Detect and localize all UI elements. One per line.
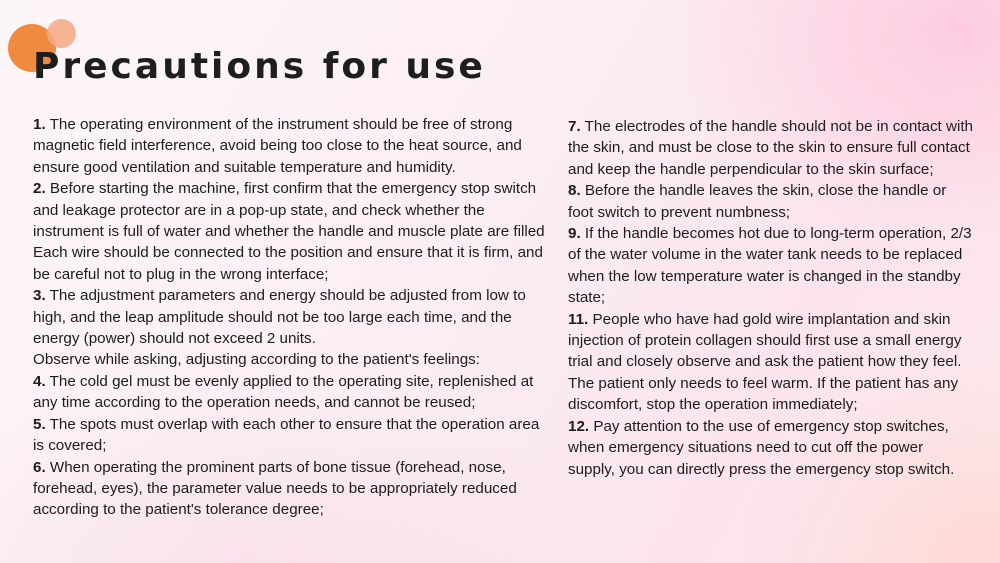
precaution-item-3: 3. The adjustment parameters and energy should be adjusted from low to high, and the leap amplitude should not be too large each time, and the energy (power) should not exceed 2 units. (33, 287, 526, 348)
precautions-left-column (33, 114, 553, 521)
precaution-item-3-note: Observe while asking, adjusting according to the patient's feelings: (33, 351, 480, 369)
precaution-item-4: 4. The cold gel must be evenly applied to the operating site, replenished at any time according to the operation needs, and cannot be reused; (33, 372, 534, 412)
precaution-item-7: 7. The electrodes of the handle should not be in contact with the skin, and must be close to the skin to ensure full contact and keep the handle perpendicular to the skin surface; (568, 118, 973, 178)
precaution-item-2-note: Each wire should be connected to the position and ensure that it is firm, and be careful not to plug in the wrong interface; (33, 244, 543, 283)
precaution-item-9: 9. If the handle becomes hot due to long-term operation, 2/3 of the water volume in the water tank needs to be replaced when the low temperature water is changed in the standby state; (568, 225, 972, 307)
page-title: Precautions for use (33, 46, 486, 87)
precaution-item-2: 2. Before starting the machine, first confirm that the emergency stop switch and leakage protector are in a pop-up state, and check whether the instrument is full of water and whether the handle and muscle plate are filled (33, 180, 545, 241)
precaution-item-1: 1. The operating environment of the instrument should be free of strong magnetic field interference, avoid being too close to the heat source, and ensure good ventilation and suitable temperature and humidity. (33, 116, 522, 176)
precautions-right-column (568, 116, 973, 480)
precaution-item-11-note: The patient only needs to feel warm. If the patient has any discomfort, stop the operation immediately; (568, 374, 959, 414)
precaution-item-6: 6. When operating the prominent parts of bone tissue (forehead, nose, forehead, eyes), the parameter value needs to be appropriately reduced according to the patient's tolerance degree; (33, 458, 517, 519)
precaution-item-11: 11. People who have had gold wire implantation and skin injection of protein collagen should first use a small energy trial and closely observe and ask the patient how they feel. (568, 310, 962, 371)
precaution-item-8: 8. Before the handle leaves the skin, close the handle or foot switch to prevent numbness; (568, 182, 947, 221)
precaution-item-5: 5. The spots must overlap with each other to ensure that the operation area is covered; (33, 415, 540, 455)
precaution-item-12: 12. Pay attention to the use of emergency stop switches, when emergency situations need to cut off the power supply, you can directly press the emergency stop switch. (568, 417, 955, 478)
